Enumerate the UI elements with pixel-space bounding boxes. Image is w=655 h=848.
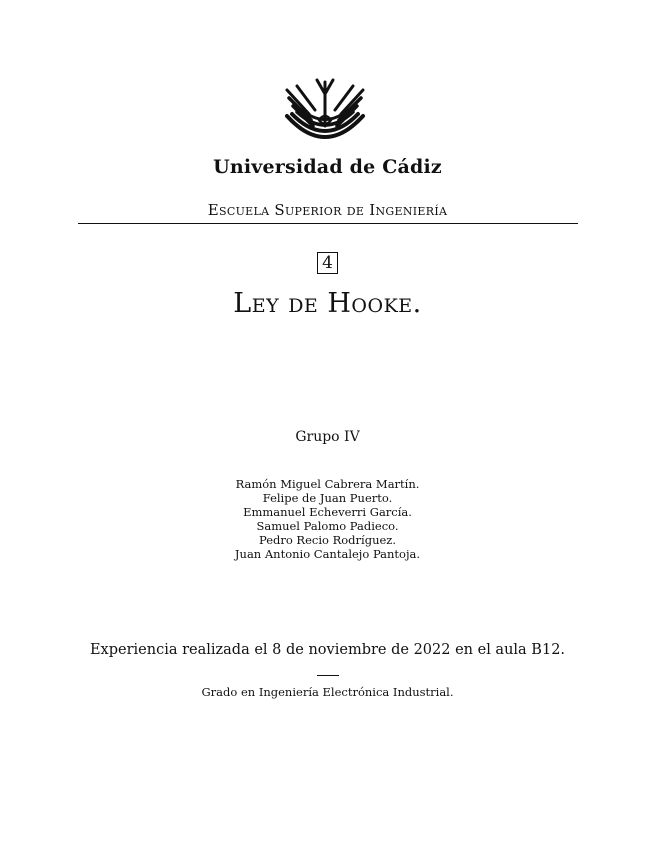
- member-name: Emmanuel Echeverri García.: [243, 505, 412, 519]
- member-name: Samuel Palomo Padieco.: [256, 519, 399, 533]
- member-name: Felipe de Juan Puerto.: [262, 491, 393, 505]
- university-crest-icon: [283, 76, 367, 144]
- member-name: Pedro Recio Rodríguez.: [258, 533, 397, 547]
- separator-rule: [317, 675, 339, 676]
- member-name: Ramón Miguel Cabrera Martín.: [235, 477, 420, 491]
- practice-number: 4: [317, 252, 338, 274]
- experience-note: Experiencia realizada el 8 de noviembre de 2022 en el aula B12.: [89, 642, 566, 658]
- practice-number-box: [0, 252, 655, 274]
- members-list: [0, 477, 655, 561]
- school-name: Escuela Superior de Ingeniería: [207, 201, 448, 219]
- university-name: Universidad de Cádiz: [213, 156, 442, 178]
- member-name: Juan Antonio Cantalejo Pantoja.: [234, 547, 421, 561]
- header-rule: [78, 223, 578, 224]
- degree-name: Grado en Ingeniería Electrónica Industrial.: [201, 685, 454, 699]
- document-title: Ley de Hooke.: [233, 288, 422, 319]
- group-name: Grupo IV: [295, 429, 360, 445]
